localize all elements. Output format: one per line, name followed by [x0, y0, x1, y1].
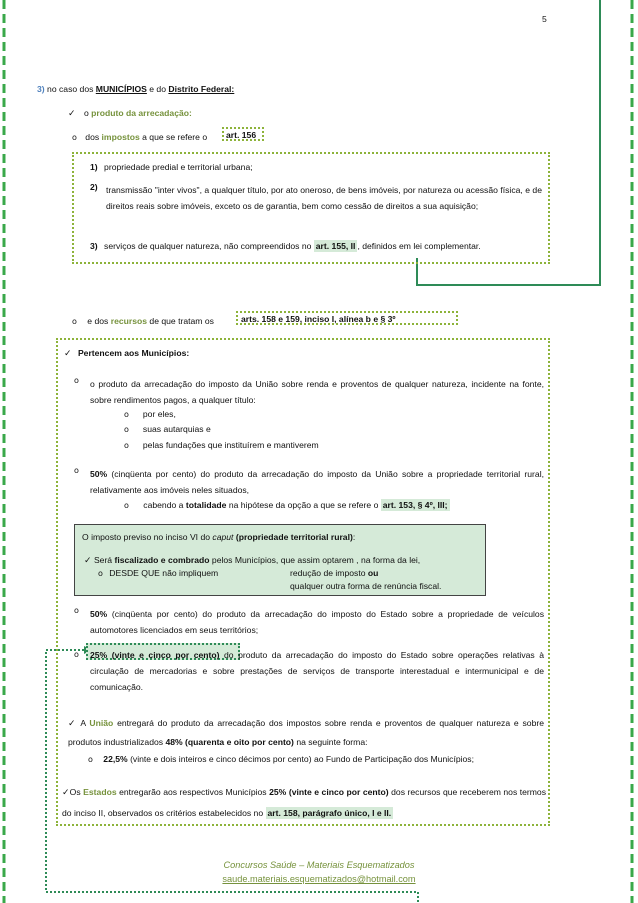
item-2-text: transmissão "inter vivos", a qualquer título, por ato oneroso, de bens imóveis, por natureza ou acessão física, e de direitos reais sobre imóveis, exceto os de garantia, bem como cessão de direitos a sua aquisição;	[106, 185, 542, 211]
estados-mid: dos recursos que receberem nos termos do inciso II, observados os critérios estabelecidos no	[62, 787, 547, 818]
p3-text	[90, 606, 544, 638]
estados-word: Estados	[83, 787, 117, 797]
item-1-text: propriedade predial e territorial urbana;	[104, 162, 253, 172]
item-3-num: 3)	[90, 241, 98, 251]
arts-158-159-box	[236, 311, 458, 325]
circle-bullet-icon: o	[88, 755, 93, 764]
p1-sub-3	[124, 440, 319, 451]
p4-body: do produto da arrecadação do imposto do Estado sobre operações relativas à circulação de mercadorias e sobre prestações de serviços de transporte interestadual e intermunicipal e de comunicação.	[90, 650, 544, 692]
page-number: 5	[542, 14, 547, 24]
recursos-mid: de que tratam os	[149, 316, 214, 326]
uniao-sub-bold: 22,5%	[103, 754, 128, 764]
p2-pct: 50%	[90, 469, 108, 479]
circle-bullet-icon: o	[124, 441, 129, 450]
df-label: Distrito Federal:	[168, 84, 235, 94]
check-icon: ✓	[84, 556, 92, 566]
impostos-word: impostos	[101, 132, 140, 142]
art-155-ii: art. 155, II	[315, 241, 356, 251]
circle-bullet-icon: o	[72, 317, 77, 326]
uniao-sub-text: (vinte e dois inteiros e cinco décimos por cento) ao Fundo de Participação dos Municípios;	[130, 754, 474, 764]
p1-sub-1	[124, 409, 176, 420]
circle-bullet-icon: o	[124, 410, 129, 419]
item-3-text-pre: serviços de qualquer natureza, não compreendidos no	[104, 241, 312, 251]
circle-bullet-icon: o	[124, 425, 129, 434]
art-156-label: art. 156	[226, 130, 257, 140]
item-3	[90, 241, 481, 252]
uniao-sub	[88, 754, 474, 765]
estados-bold: 25% (vinte e cinco por cento)	[269, 787, 389, 797]
check-icon: ✓	[68, 719, 77, 729]
itr-arrow1-pre: redução de imposto	[290, 568, 366, 578]
art-156-box	[222, 127, 264, 141]
itr-note-line-3	[98, 568, 218, 579]
p2-sub	[124, 500, 450, 511]
check-icon: ✓	[68, 109, 76, 119]
p1-sub-3-text: pelas fundações que instituírem e mantiverem	[142, 440, 319, 450]
recursos-line	[72, 316, 214, 327]
p1-sub-1-text: por eles,	[142, 409, 176, 419]
impostos-pre: dos	[85, 132, 100, 142]
art-158-label: art. 158, parágrafo único, I e II.	[267, 808, 392, 818]
itr-line3: DESDE QUE não impliquem	[109, 568, 219, 578]
uniao-bold: 48% (quarenta e oito por cento)	[165, 737, 294, 747]
p2-sub-bold: totalidade	[185, 500, 227, 510]
p1-sub-2-text: suas autarquias e	[142, 424, 211, 434]
impostos-line	[72, 132, 207, 143]
estados-text	[62, 782, 546, 823]
circle-bullet-icon: o	[74, 650, 79, 659]
p1-text: o produto da arrecadação do imposto da União sobre renda e proventos de qualquer natureza, incidente na fonte, sobre rendimentos pagos, a qualquer título:	[90, 379, 544, 405]
item-1	[90, 162, 253, 173]
section-heading	[37, 84, 234, 95]
p3-pct: 50%	[90, 609, 108, 619]
p1-sub-2	[124, 424, 211, 435]
itr-line2-post: pelos Municípios, que assim optarem , na forma da lei,	[211, 555, 421, 565]
itr-note-line-1	[82, 532, 355, 543]
p2-body: (cinqüenta por cento) do produto da arrecadação do imposto da União sobre a propriedade territorial rural, relativamente aos imóveis neles situados,	[90, 469, 544, 495]
impostos-mid: a que se refere o	[142, 132, 208, 142]
check-icon: ✓	[64, 349, 72, 359]
p2-sub-mid: na hipótese da opção a que se refere o	[228, 500, 379, 510]
circle-bullet-icon: o	[74, 376, 79, 385]
produto-pre: o	[83, 108, 89, 118]
uniao-text	[68, 714, 544, 751]
produto-label: produto da arrecadação:	[91, 108, 192, 118]
arts-158-159-label: arts. 158 e 159, inciso I, alínea b e § 3º	[241, 314, 396, 324]
itr-line1-bold: (propriedade territorial rural)	[235, 532, 353, 542]
item-3-text-post: , definidos em lei complementar.	[357, 241, 481, 251]
produto-line	[68, 108, 192, 120]
estados-pre: Os	[69, 787, 81, 797]
art-153-label: art. 153, § 4º, III;	[382, 500, 448, 510]
p2-text	[90, 466, 544, 498]
circle-bullet-icon: o	[74, 606, 79, 615]
circle-bullet-icon: o	[124, 501, 129, 510]
uniao-post: na seguinte forma:	[296, 737, 368, 747]
footer-email[interactable]: saude.materiais.esquematizados@hotmail.com	[222, 874, 416, 884]
section-mid: e do	[149, 84, 166, 94]
itr-caput: caput	[212, 532, 234, 542]
item-2-num: 2)	[90, 182, 98, 192]
itr-line2-bold: fiscalizado e combrado	[114, 555, 210, 565]
circle-bullet-icon: o	[72, 133, 77, 142]
itr-line1-pre: O imposto previso no inciso VI do	[82, 532, 211, 542]
itr-arrow-1	[290, 568, 378, 579]
uniao-body: entregará do produto da arrecadação dos impostos sobre renda e proventos de qualquer natureza e sobre produtos industrializados	[68, 718, 544, 747]
itr-arrow1-bold: ou	[367, 568, 379, 578]
check-icon: ✓	[62, 788, 70, 798]
pertencem-heading	[64, 348, 189, 360]
itr-line2-pre: Será	[93, 555, 113, 565]
itr-note-line-2	[84, 555, 420, 567]
recursos-pre: e dos	[87, 316, 109, 326]
itr-arrow-2: qualquer outra forma de renúncia fiscal.	[290, 581, 442, 591]
circle-bullet-icon: o	[98, 569, 103, 578]
estados-body: entregarão aos respectivos Municípios	[119, 787, 267, 797]
pertencem-label: Pertencem aos Municípios:	[77, 348, 190, 358]
item-1-num: 1)	[90, 162, 98, 172]
itr-line1-post: :	[352, 532, 356, 542]
p3-body: (cinqüenta por cento) do produto da arrecadação do imposto do Estado sobre a propriedade de veículos automotores licenciados em seus territórios;	[90, 609, 545, 635]
circle-bullet-icon: o	[74, 466, 79, 475]
p2-sub-pre: cabendo a	[143, 500, 184, 510]
section-number: 3)	[37, 84, 45, 94]
municipios-label: MUNICÍPIOS	[95, 84, 147, 94]
uniao-pre: A	[80, 718, 86, 728]
uniao-word: União	[89, 718, 114, 728]
section-pre: no caso dos	[47, 84, 94, 94]
p4-text	[90, 647, 544, 695]
p4-pct: 25% (vinte e cinco por cento)	[90, 650, 220, 660]
footer-title: Concursos Saúde – Materiais Esquematizados	[223, 860, 415, 870]
recursos-word: recursos	[110, 316, 148, 326]
